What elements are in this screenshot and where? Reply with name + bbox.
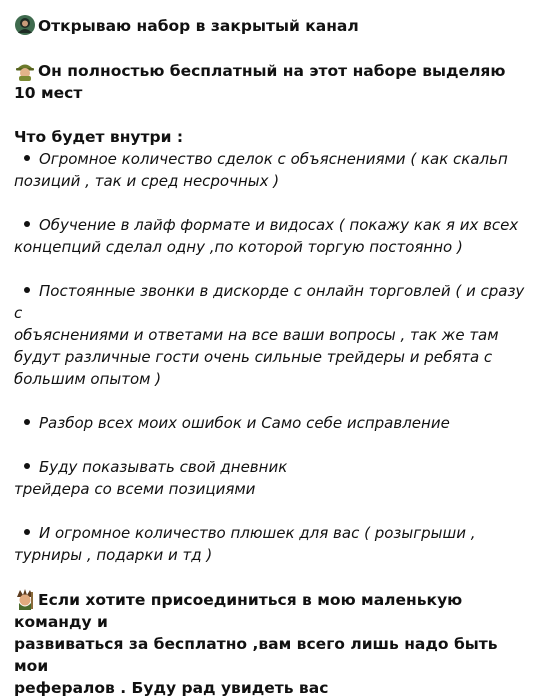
hooded-figure-icon <box>14 14 36 36</box>
intro-text-2: Он полностью бесплатный на этот наборе выделяю 10 мест <box>14 62 506 102</box>
outro-text-1: Если хотите присоединиться в мою маленькую команду и <box>14 591 463 631</box>
list-item-text: Постоянные звонки в дискорде с онлайн торговлей ( и сразу с <box>14 282 525 322</box>
outro-text-3: рефералов . Буду рад увидеть вас <box>14 679 329 697</box>
list-item-text: Буду показывать свой дневник <box>39 458 288 476</box>
list-item-text: позиций , так и сред несрочных ) <box>14 172 280 190</box>
black-circle-bullet-icon <box>24 155 30 161</box>
list-item <box>14 148 526 192</box>
list-item <box>14 522 526 566</box>
section-title: Что будет внутри : <box>14 128 184 146</box>
intro-line-2 <box>14 59 526 104</box>
black-circle-bullet-icon <box>24 419 30 425</box>
list-item <box>14 280 526 390</box>
list-item-text: трейдера со всеми позициями <box>14 480 256 498</box>
list-item-text: И огромное количество плюшек для вас ( розыгрыши , <box>39 524 476 542</box>
black-circle-bullet-icon <box>24 221 30 227</box>
list-item-text: концепций сделал одну ,по которой торгую постоянно ) <box>14 238 463 256</box>
intro-text-1: Открываю набор в закрытый канал <box>38 17 359 35</box>
outro <box>14 588 526 699</box>
list-item <box>14 456 526 500</box>
list-item <box>14 214 526 258</box>
list-item-text: Огромное количество сделок с объяснениями ( как скальп <box>39 150 508 168</box>
warrior-icon <box>14 588 36 610</box>
list-item-text: турниры , подарки и тд ) <box>14 546 213 564</box>
list-item-text: Обучение в лайф формате и видосах ( покажу как я их всех <box>39 216 519 234</box>
list-item-text: объяснениями и ответами на все ваши вопросы , так же там <box>14 326 499 344</box>
black-circle-bullet-icon <box>24 529 30 535</box>
black-circle-bullet-icon <box>24 463 30 469</box>
black-circle-bullet-icon <box>24 287 30 293</box>
list-item-text: будут различные гости очень сильные трейдеры и ребята с <box>14 348 493 366</box>
outro-text-2: развиваться за бесплатно ,вам всего лишь надо быть мои <box>14 635 498 675</box>
soldier-icon <box>14 59 36 81</box>
list-item-text: Разбор всех моих ошибок и Само себе исправление <box>39 414 450 432</box>
intro-line-1 <box>14 14 526 37</box>
list-item-text: большим опытом ) <box>14 370 162 388</box>
channel-post <box>14 14 526 699</box>
list-item <box>14 412 526 434</box>
